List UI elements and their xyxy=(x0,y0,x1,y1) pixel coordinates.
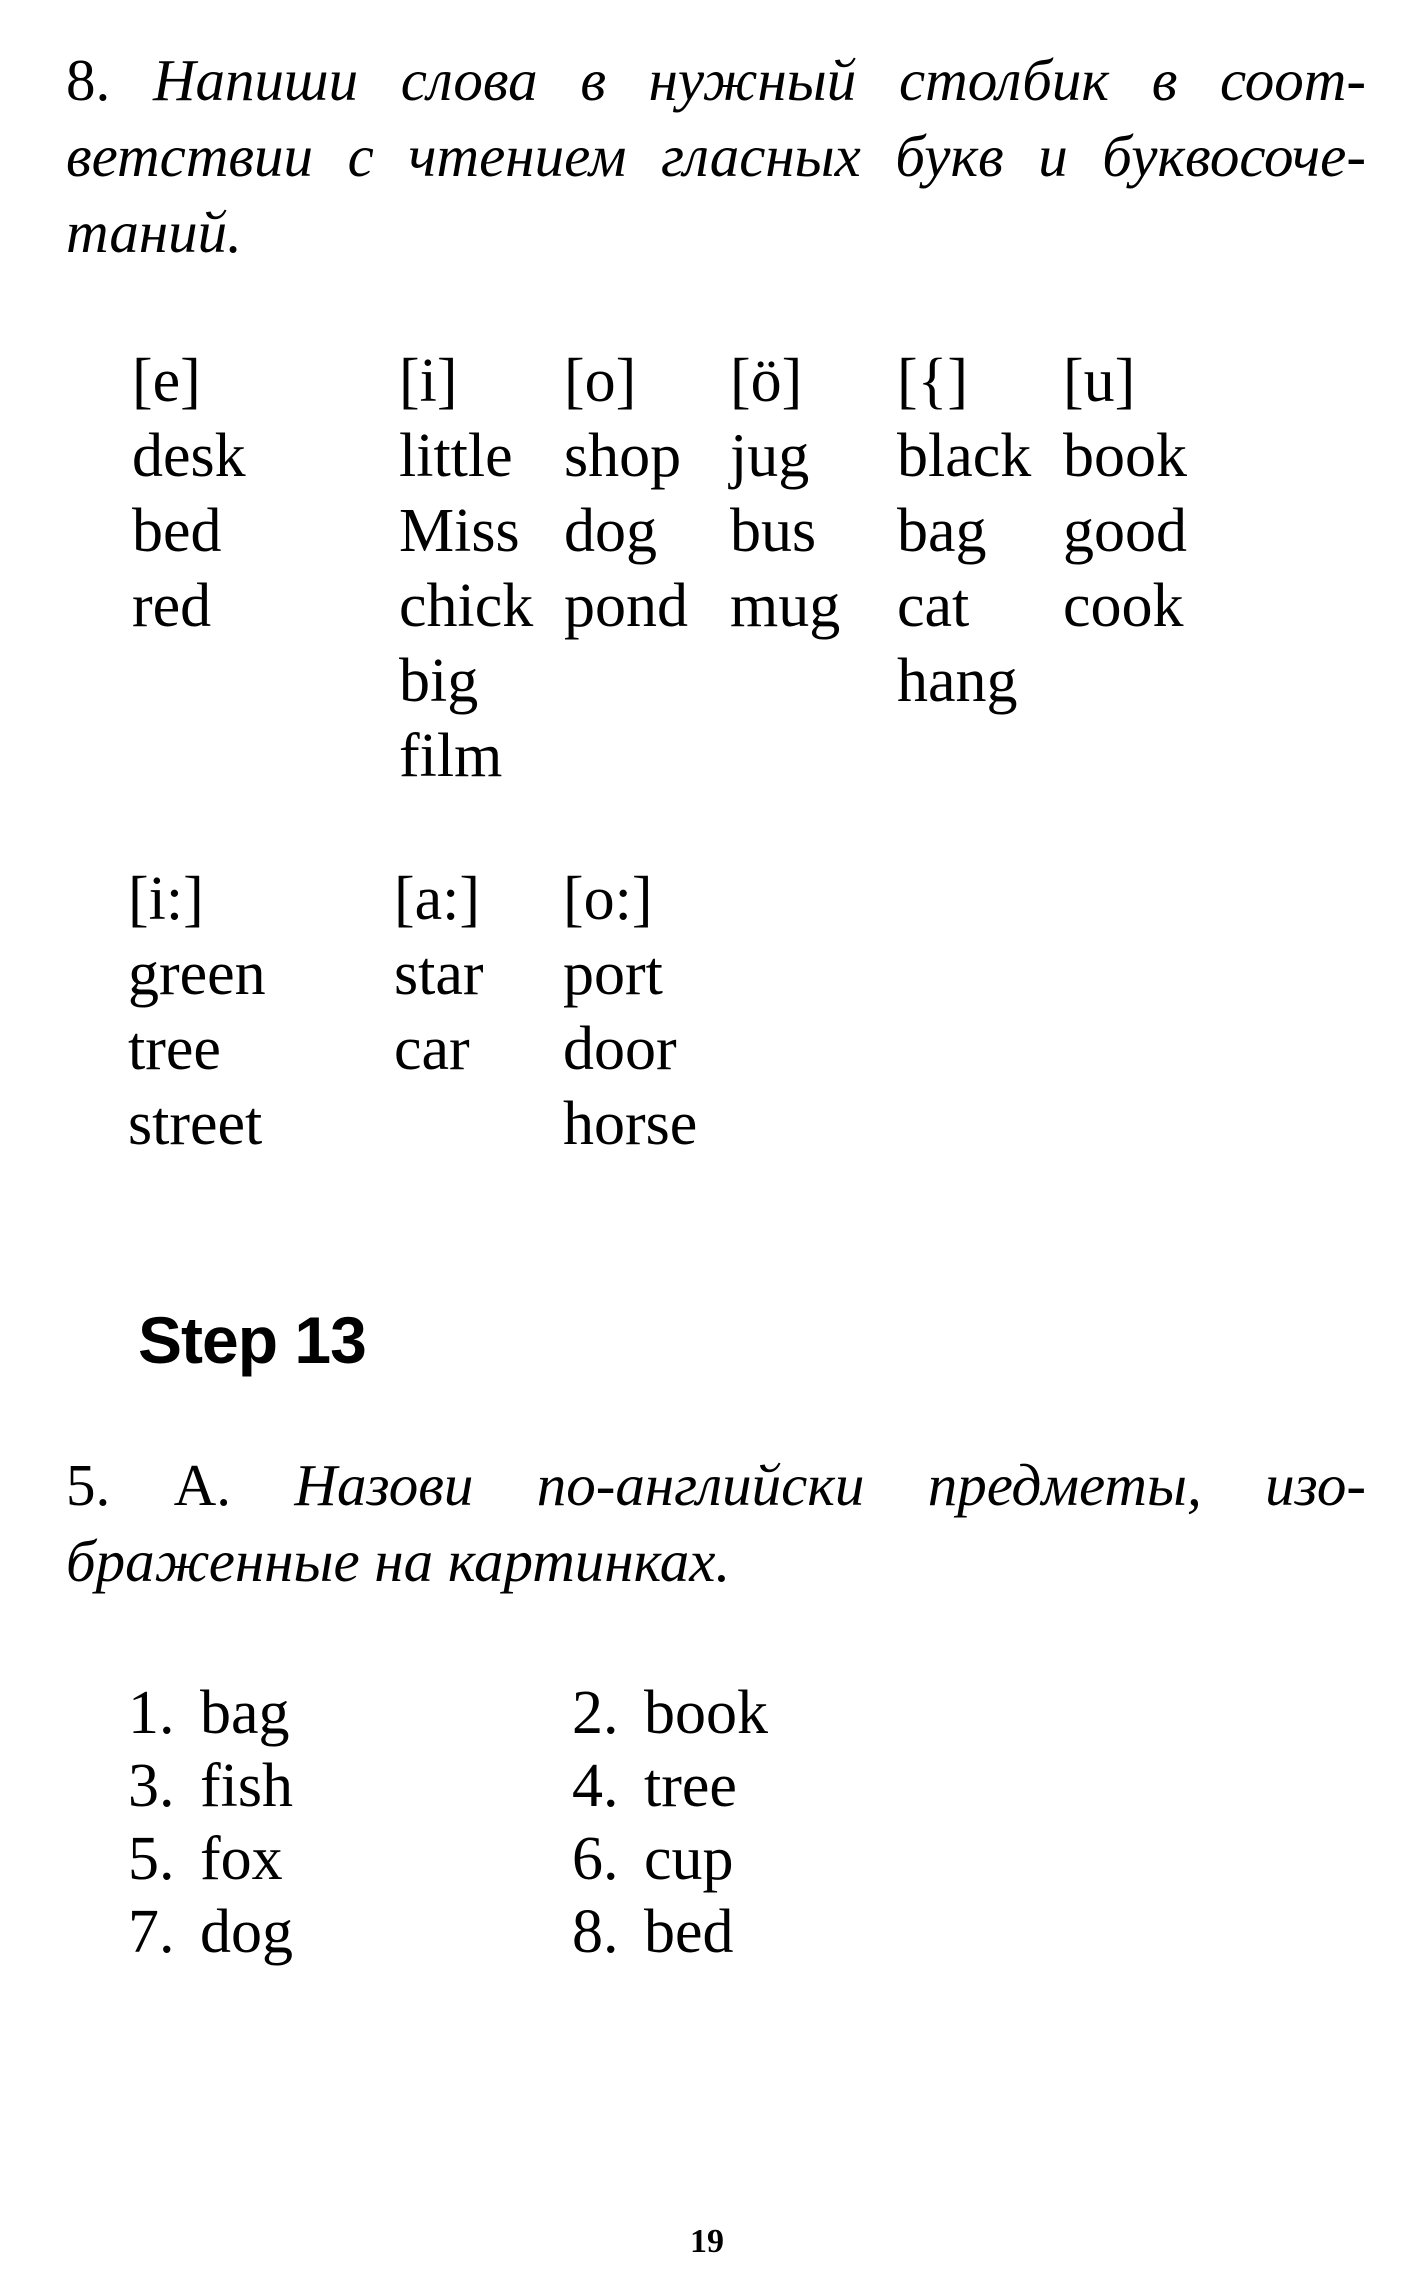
word: desk xyxy=(132,422,246,490)
word: star xyxy=(394,940,484,1008)
word: horse xyxy=(563,1090,698,1158)
column-header: [e] xyxy=(132,347,201,415)
word: film xyxy=(399,722,503,790)
column-o xyxy=(564,344,688,644)
task-8-instruction xyxy=(66,42,1366,270)
word: black xyxy=(897,422,1032,490)
task-5-line-1: 5. А. Назови по-английски предметы, изо- xyxy=(66,1452,1367,1518)
column-header: [o:] xyxy=(563,865,653,933)
column-header: [u] xyxy=(1063,347,1136,415)
column-o-umlaut xyxy=(730,344,840,644)
word: hang xyxy=(897,647,1018,715)
word: book xyxy=(1063,422,1187,490)
answers-right-column xyxy=(572,1677,768,1969)
word: tree xyxy=(128,1015,221,1083)
task-5-line-2: браженные на картинках. xyxy=(66,1528,731,1594)
word: bus xyxy=(730,497,817,565)
column-header: [i:] xyxy=(128,865,204,933)
word: big xyxy=(399,647,479,715)
word: pond xyxy=(564,572,688,640)
task-5-instruction xyxy=(66,1447,1366,1599)
word: little xyxy=(399,422,513,490)
word: street xyxy=(128,1090,263,1158)
word: dog xyxy=(564,497,657,565)
answers-left-column xyxy=(128,1677,293,1969)
answer-item: 6. cup xyxy=(572,1825,734,1893)
word: jug xyxy=(730,422,810,490)
word: good xyxy=(1063,497,1187,565)
column-o-long xyxy=(563,862,697,1162)
answer-item: 7. dog xyxy=(128,1898,293,1966)
word: red xyxy=(132,572,212,640)
word: chick xyxy=(399,572,534,640)
page-number: 19 xyxy=(690,2223,724,2260)
word: car xyxy=(394,1015,470,1083)
answer-item: 3. fish xyxy=(128,1752,293,1820)
column-a-long xyxy=(394,862,484,1087)
word: bed xyxy=(132,497,222,565)
word: door xyxy=(563,1015,677,1083)
word: cat xyxy=(897,572,970,640)
word: shop xyxy=(564,422,682,490)
task-5-number: 5. А. xyxy=(66,1452,231,1518)
column-header: [{] xyxy=(897,347,969,415)
task-8-number: 8. xyxy=(66,47,111,113)
answer-item: 2. book xyxy=(572,1679,768,1747)
column-header: [ö] xyxy=(730,347,803,415)
column-header: [a:] xyxy=(394,865,481,933)
answer-item: 1. bag xyxy=(128,1679,290,1747)
step-heading: Step 13 xyxy=(138,1303,366,1377)
answer-item: 5. fox xyxy=(128,1825,283,1893)
word: bag xyxy=(897,497,987,565)
word: port xyxy=(563,940,663,1008)
column-e xyxy=(132,344,246,644)
answer-item: 8. bed xyxy=(572,1898,734,1966)
column-i-long xyxy=(128,862,266,1162)
column-curly xyxy=(897,344,1031,719)
answer-item: 4. tree xyxy=(572,1752,737,1820)
column-u xyxy=(1063,344,1187,644)
word: cook xyxy=(1063,572,1184,640)
column-header: [i] xyxy=(399,347,458,415)
word: Miss xyxy=(399,497,520,565)
task-8-line-2: ветствии с чтением гласных букв и буквосоче- xyxy=(66,123,1366,189)
task-8-line-3: таний. xyxy=(66,199,242,265)
column-header: [o] xyxy=(564,347,637,415)
column-i xyxy=(399,344,533,794)
word: mug xyxy=(730,572,841,640)
word: green xyxy=(128,940,266,1008)
task-8-line-1: 8. Напиши слова в нужный столбик в соот- xyxy=(66,47,1366,113)
